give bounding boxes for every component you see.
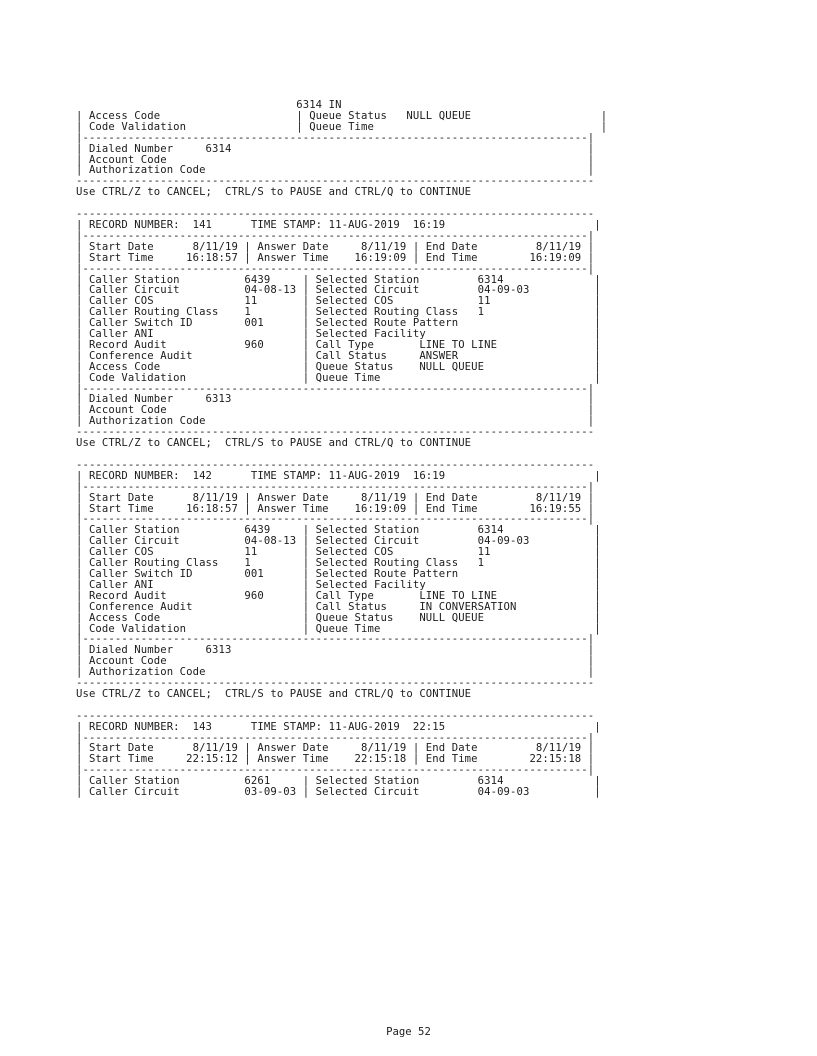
log-line: | Start Time 16:18:57 | Answer Time 16:19:09 | End Time 16:19:55 | (76, 502, 595, 515)
log-line: | Code Validation | Queue Time | (76, 371, 601, 384)
log-line: | Caller Routing Class 1 | Selected Routing Class 1 | (76, 306, 601, 319)
log-line: | Start Time 22:15:12 | Answer Time 22:15:18 | End Time 22:15:18 | (76, 753, 595, 766)
log-line: |------------------------------------------------------------------------------| (76, 382, 595, 395)
log-line: | Start Date 8/11/19 | Answer Date 8/11/19 | End Date 8/11/19 | (76, 240, 595, 253)
call-record-log (76, 100, 607, 798)
log-line: | Dialed Number 6313 | (76, 393, 595, 406)
page-number: Page 52 (386, 1026, 431, 1038)
log-line: |------------------------------------------------------------------------------| (76, 764, 595, 777)
log-line: |------------------------------------------------------------------------------| (76, 513, 595, 526)
log-line: Use CTRL/Z to CANCEL; CTRL/S to PAUSE and CTRL/Q to CONTINUE (76, 437, 472, 450)
log-line: | Access Code | Queue Status NULL QUEUE | (76, 360, 601, 373)
log-line: | Record Audit 960 | Call Type LINE TO LINE | (76, 338, 601, 351)
log-line: | Authorization Code | (76, 666, 595, 679)
log-line: | RECORD NUMBER: 143 TIME STAMP: 11-AUG-2019 22:15 | (76, 720, 601, 733)
log-line: 6314 IN (76, 99, 342, 111)
log-line: | Authorization Code | (76, 415, 595, 428)
log-line: | Caller ANI | Selected Facility | (76, 328, 601, 341)
log-line: | Caller COS 11 | Selected COS 11 | (76, 546, 601, 559)
log-line: | Caller Station 6439 | Selected Station 6314 | (76, 524, 601, 537)
log-line: Use CTRL/Z to CANCEL; CTRL/S to PAUSE and CTRL/Q to CONTINUE (76, 687, 472, 700)
log-line: | Start Date 8/11/19 | Answer Date 8/11/19 | End Date 8/11/19 | (76, 491, 595, 504)
log-line: | Account Code | (76, 655, 595, 668)
log-line: | Account Code | (76, 153, 595, 166)
log-line: |------------------------------------------------------------------------------| (76, 262, 595, 275)
log-line: | Start Date 8/11/19 | Answer Date 8/11/19 | End Date 8/11/19 | (76, 742, 595, 755)
log-line: | Start Time 16:18:57 | Answer Time 16:19:09 | End Time 16:19:09 | (76, 251, 595, 264)
log-line: | Conference Audit | Call Status ANSWER | (76, 349, 601, 362)
log-line: -------------------------------------------------------------------------------- (76, 208, 595, 221)
log-line: |------------------------------------------------------------------------------| (76, 131, 595, 144)
log-line: | Conference Audit | Call Status IN CONVERSATION | (76, 600, 601, 613)
log-line: | RECORD NUMBER: 142 TIME STAMP: 11-AUG-2019 16:19 | (76, 469, 601, 482)
log-line: | Caller ANI | Selected Facility | (76, 578, 601, 591)
log-line: | Authorization Code | (76, 164, 595, 177)
log-line: |------------------------------------------------------------------------------| (76, 731, 595, 744)
log-line: | Access Code | Queue Status NULL QUEUE | (76, 611, 601, 624)
log-line: -------------------------------------------------------------------------------- (76, 677, 595, 690)
log-line: | Caller Switch ID 001 | Selected Route Pattern | (76, 317, 601, 330)
log-line: | Dialed Number 6314 | (76, 142, 595, 155)
report-page (76, 100, 607, 798)
log-line: |------------------------------------------------------------------------------| (76, 480, 595, 493)
log-line: | Caller Station 6439 | Selected Station 6314 | (76, 273, 601, 286)
log-line: | Caller Switch ID 001 | Selected Route Pattern | (76, 567, 601, 580)
log-line: | RECORD NUMBER: 141 TIME STAMP: 11-AUG-2019 16:19 | (76, 218, 601, 231)
log-line: Use CTRL/Z to CANCEL; CTRL/S to PAUSE and CTRL/Q to CONTINUE (76, 186, 472, 199)
log-line: | Code Validation | Queue Time | (76, 120, 608, 133)
log-line: -------------------------------------------------------------------------------- (76, 175, 595, 188)
log-line: | Caller COS 11 | Selected COS 11 | (76, 295, 601, 308)
log-line: | Record Audit 960 | Call Type LINE TO LINE | (76, 589, 601, 602)
log-line: | Code Validation | Queue Time | (76, 622, 601, 635)
log-line: |------------------------------------------------------------------------------| (76, 633, 595, 646)
log-line: | Caller Station 6261 | Selected Station 6314 | (76, 775, 601, 788)
log-line: |------------------------------------------------------------------------------| (76, 229, 595, 242)
log-line: | Account Code | (76, 404, 595, 417)
log-line: -------------------------------------------------------------------------------- (76, 426, 595, 439)
log-line: -------------------------------------------------------------------------------- (76, 458, 595, 471)
log-line: | Access Code | Queue Status NULL QUEUE | (76, 109, 608, 122)
log-line: | Dialed Number 6313 | (76, 644, 595, 657)
log-line: | Caller Circuit 03-09-03 | Selected Circuit 04-09-03 | (76, 786, 601, 799)
log-line: | Caller Circuit 04-08-13 | Selected Circuit 04-09-03 | (76, 284, 601, 297)
log-line: -------------------------------------------------------------------------------- (76, 709, 595, 722)
log-line: | Caller Routing Class 1 | Selected Routing Class 1 | (76, 557, 601, 570)
log-line: | Caller Circuit 04-08-13 | Selected Circuit 04-09-03 | (76, 535, 601, 548)
